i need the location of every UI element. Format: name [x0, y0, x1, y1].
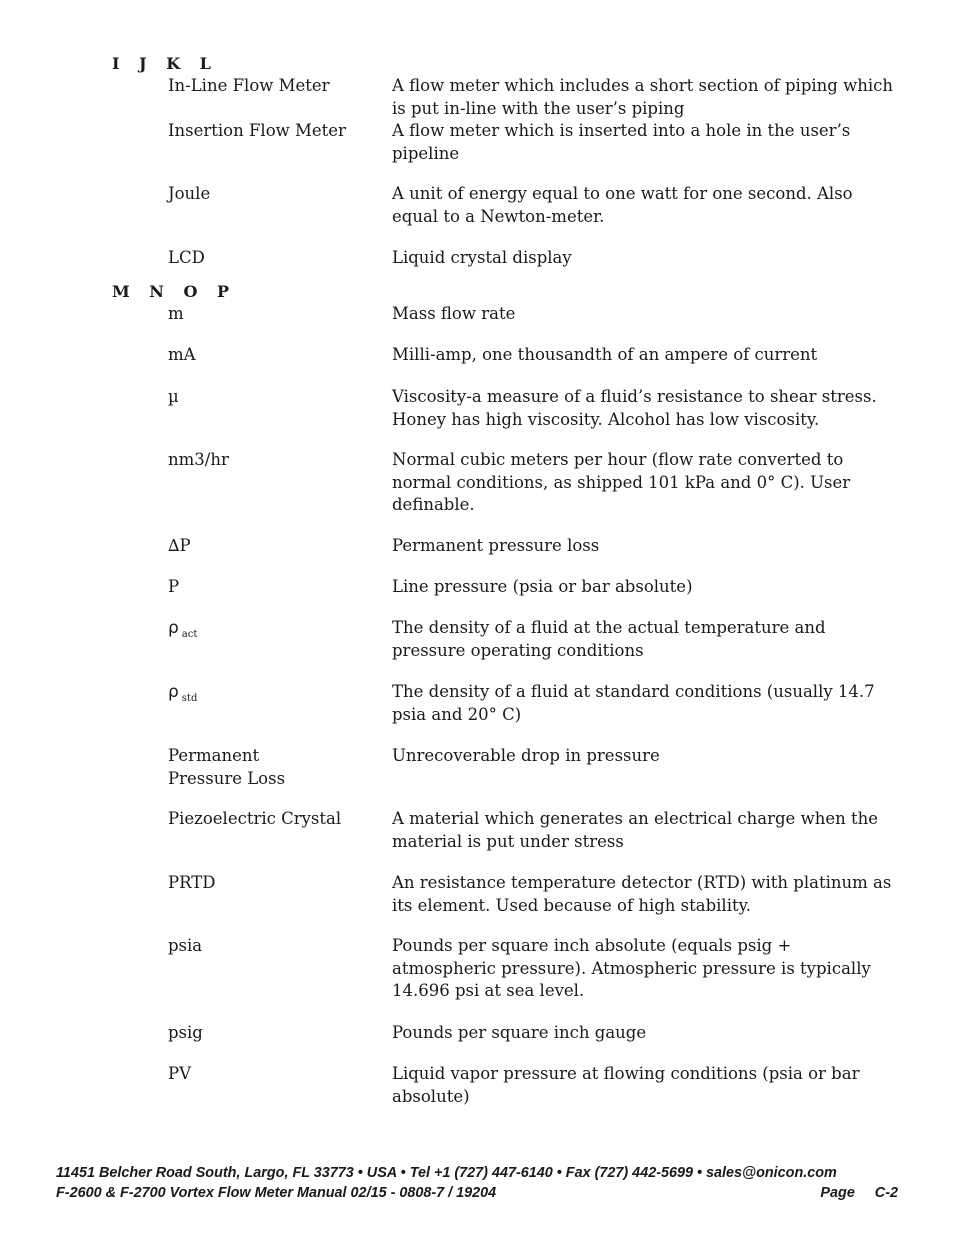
glossary-term: ∆P — [168, 536, 191, 555]
glossary-definition: Line pressure (psia or bar absolute) — [392, 577, 693, 596]
glossary-definition: Permanent pressure loss — [392, 536, 600, 555]
glossary-term — [168, 617, 383, 643]
glossary-definition: Liquid crystal display — [392, 248, 572, 267]
glossary-definition: The density of a fluid at the actual temperature and pressure operating conditions — [392, 618, 826, 660]
term-subscript: std — [181, 693, 198, 704]
glossary-definition: Pounds per square inch absolute (equals psig + atmospheric pressure). Atmospheric pressure is typically 14.696 psi at sea level. — [392, 936, 871, 1000]
glossary-definition: Mass flow rate — [392, 304, 516, 323]
glossary-definition: A flow meter which includes a short section of piping which is put in-line with the user’s piping — [392, 76, 893, 118]
footer-manual-line — [56, 1183, 898, 1203]
glossary-term: LCD — [168, 248, 205, 267]
footer-contact-line — [56, 1163, 898, 1183]
glossary-term: Joule — [168, 184, 211, 203]
glossary-term: P — [168, 577, 180, 596]
glossary-definition: Unrecoverable drop in pressure — [392, 746, 660, 765]
rho-symbol: ρ — [168, 682, 179, 702]
footer-address: 11451 Belcher Road South, Largo, FL 33773 • USA • Tel +1 (727) 447-6140 • Fax (727) 442-5699 • sales@onicon.com — [56, 1165, 837, 1181]
glossary-definition: Normal cubic meters per hour (flow rate converted to normal conditions, as shipped 101 kPa and 0° C). User definable. — [392, 450, 851, 514]
glossary-definition: An resistance temperature detector (RTD) with platinum as its element. Used because of high stability. — [392, 873, 892, 915]
glossary-definition: The density of a fluid at standard conditions (usually 14.7 psia and 20° C) — [392, 682, 875, 724]
glossary-term: Piezoelectric Crystal — [168, 809, 342, 828]
glossary-definition: Liquid vapor pressure at flowing conditions (psia or bar absolute) — [392, 1064, 860, 1106]
glossary-term: psig — [168, 1023, 203, 1042]
glossary-term: Insertion Flow Meter — [168, 121, 346, 140]
glossary-definition: Pounds per square inch gauge — [392, 1023, 647, 1042]
section-heading-ijkl: I J K L — [112, 54, 218, 73]
term-subscript: act — [181, 629, 198, 640]
glossary-term: m — [168, 304, 184, 323]
footer-manual-title: F-2600 & F-2700 Vortex Flow Meter Manual 02/15 - 0808-7 / 19204 — [56, 1185, 497, 1201]
page-footer — [56, 1163, 898, 1203]
rho-symbol: ρ — [168, 618, 179, 638]
glossary-term: nm3/hr — [168, 450, 229, 469]
glossary-term: µ — [168, 387, 179, 406]
glossary-term: PV — [168, 1064, 192, 1083]
glossary-definition: A flow meter which is inserted into a hole in the user’s pipeline — [392, 121, 851, 163]
glossary-definition: A unit of energy equal to one watt for one second. Also equal to a Newton-meter. — [392, 184, 853, 226]
glossary-term — [168, 681, 383, 707]
glossary-term: In-Line Flow Meter — [168, 76, 330, 95]
glossary-term: PRTD — [168, 873, 216, 892]
section-heading-mnop: M N O P — [112, 282, 237, 301]
glossary-definition: A material which generates an electrical charge when the material is put under stress — [392, 809, 878, 851]
page-number: Page C-2 — [820, 1185, 898, 1201]
glossary-term: psia — [168, 936, 203, 955]
glossary-term: Permanent Pressure Loss — [168, 746, 286, 788]
glossary-term: mA — [168, 345, 196, 364]
glossary-definition: Milli-amp, one thousandth of an ampere of current — [392, 345, 818, 364]
glossary-definition: Viscosity-a measure of a fluid’s resistance to shear stress. Honey has high viscosity. Alcohol has low viscosity. — [392, 387, 877, 429]
